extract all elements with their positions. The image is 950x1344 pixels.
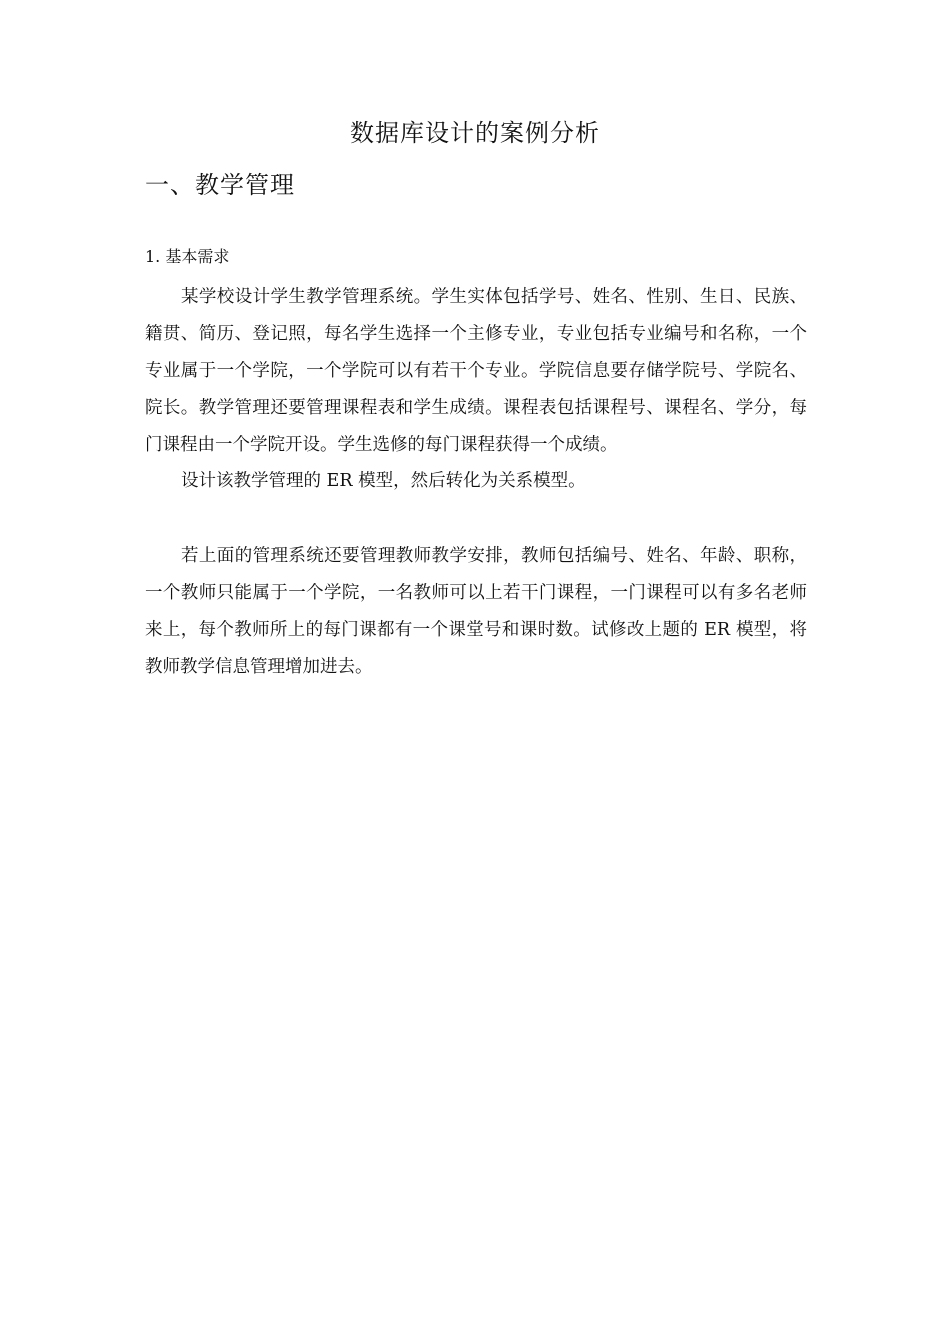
paragraph-task: 设计该教学管理的 ER 模型，然后转化为关系模型。 <box>181 471 586 491</box>
document-title: 数据库设计的案例分析 <box>350 119 600 147</box>
section-heading: 一、教学管理 <box>145 171 295 199</box>
paragraph-extension: 若上面的管理系统还要管理教师教学安排，教师包括编号、姓名、年龄、职称，一个教师只能属于一个学院，一名教师可以上若干门课程，一门课程可以有多名老师来上，每个教师所上的每门课都有一个课堂号和课时数。试修改上题的 ER 模型，将教师教学信息管理增加进去。 <box>145 546 807 677</box>
paragraph-requirements: 某学校设计学生教学管理系统。学生实体包括学号、姓名、性别、生日、民族、籍贯、简历、登记照，每名学生选择一个主修专业，专业包括专业编号和名称，一个专业属于一个学院，一个学院可以有若干个专业。学院信息要存储学院号、学院名、院长。教学管理还要管理课程表和学生成绩。课程表包括课程号、课程名、学分，每门课程由一个学院开设。学生选修的每门课程获得一个成绩。 <box>145 287 807 455</box>
sub-heading: 1. 基本需求 <box>145 247 230 266</box>
